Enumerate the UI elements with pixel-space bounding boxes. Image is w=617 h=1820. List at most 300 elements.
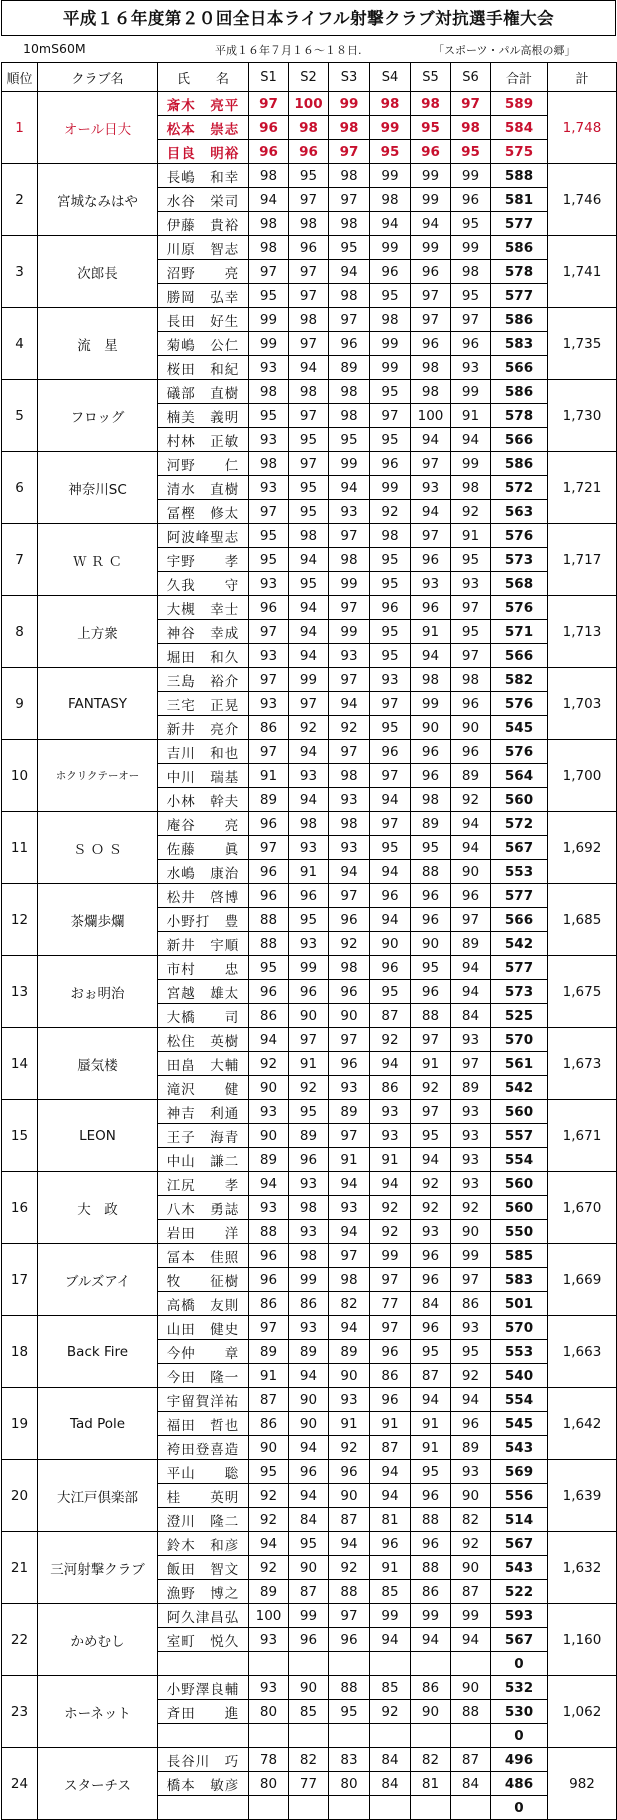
series-score-cell: 97	[289, 1028, 329, 1052]
series-score-cell: 89	[451, 764, 491, 788]
club-name-cell: 次郎長	[38, 236, 158, 308]
club-name-cell: スターチス	[38, 1748, 158, 1820]
series-score-cell: 98	[289, 524, 329, 548]
series-score-cell: 91	[289, 1052, 329, 1076]
series-score-cell: 89	[249, 1340, 289, 1364]
series-score-cell: 84	[451, 1004, 491, 1028]
shooter-total-cell: 593	[491, 1604, 548, 1628]
shooter-total-cell: 564	[491, 764, 548, 788]
series-score-cell: 98	[289, 308, 329, 332]
rank-cell: 10	[2, 740, 38, 812]
shooter-name-cell: 松住 英樹	[158, 1028, 249, 1052]
shooter-name-cell	[158, 1796, 249, 1820]
series-score-cell: 96	[249, 980, 289, 1004]
series-score-cell: 96	[249, 116, 289, 140]
series-score-cell: 95	[289, 572, 329, 596]
shooter-name-cell: 松本 崇志	[158, 116, 249, 140]
series-score-cell: 84	[370, 1772, 411, 1796]
series-score-cell: 98	[370, 188, 411, 212]
series-score-cell: 97	[249, 92, 289, 116]
series-score-cell: 93	[411, 476, 451, 500]
shooter-total-cell: 545	[491, 1412, 548, 1436]
event-meta	[1, 36, 616, 62]
shooter-name-cell: 八木 勇誌	[158, 1196, 249, 1220]
series-score-cell: 96	[370, 1340, 411, 1364]
series-score-cell: 94	[329, 1172, 370, 1196]
column-header: S4	[370, 63, 411, 92]
series-score-cell	[451, 1796, 491, 1820]
series-score-cell	[411, 1652, 451, 1676]
series-score-cell: 98	[329, 812, 370, 836]
series-score-cell: 89	[451, 932, 491, 956]
series-score-cell: 93	[451, 1460, 491, 1484]
series-score-cell: 99	[451, 452, 491, 476]
team-total-cell: 1,703	[548, 668, 617, 740]
team-total-cell: 1,675	[548, 956, 617, 1028]
series-score-cell: 91	[249, 764, 289, 788]
series-score-cell: 97	[289, 284, 329, 308]
club-name-cell: 流 星	[38, 308, 158, 380]
series-score-cell	[411, 1796, 451, 1820]
series-score-cell: 98	[329, 164, 370, 188]
series-score-cell: 100	[289, 92, 329, 116]
shooter-name-cell: 桂 英明	[158, 1484, 249, 1508]
shooter-name-cell: 新井 宇順	[158, 932, 249, 956]
team-total-cell: 1,735	[548, 308, 617, 380]
shooter-total-cell: 566	[491, 428, 548, 452]
series-score-cell: 95	[289, 428, 329, 452]
series-score-cell: 99	[249, 308, 289, 332]
shooter-name-cell: 室町 悦久	[158, 1628, 249, 1652]
series-score-cell: 93	[370, 668, 411, 692]
series-score-cell: 97	[329, 1244, 370, 1268]
series-score-cell: 94	[289, 596, 329, 620]
shooter-total-cell: 566	[491, 644, 548, 668]
series-score-cell: 97	[289, 332, 329, 356]
column-header: S5	[411, 63, 451, 92]
series-score-cell: 89	[249, 1148, 289, 1172]
club-name-cell: Ｓ Ｏ Ｓ	[38, 812, 158, 884]
series-score-cell: 94	[370, 788, 411, 812]
series-score-cell: 82	[411, 1748, 451, 1772]
club-name-cell: ホクリクテーオー	[38, 740, 158, 812]
shooter-total-cell: 556	[491, 1484, 548, 1508]
table-row	[2, 884, 617, 908]
shooter-total-cell: 578	[491, 260, 548, 284]
shooter-total-cell: 0	[491, 1796, 548, 1820]
shooter-name-cell: 伊藤 貴裕	[158, 212, 249, 236]
series-score-cell: 99	[370, 1244, 411, 1268]
series-score-cell: 93	[451, 1316, 491, 1340]
shooter-name-cell: 河野 仁	[158, 452, 249, 476]
rank-cell: 18	[2, 1316, 38, 1388]
table-row	[2, 1388, 617, 1412]
series-score-cell: 85	[370, 1676, 411, 1700]
series-score-cell: 96	[329, 1052, 370, 1076]
shooter-total-cell: 557	[491, 1124, 548, 1148]
shooter-name-cell: 菊嶋 公仁	[158, 332, 249, 356]
series-score-cell: 96	[370, 884, 411, 908]
series-score-cell: 90	[411, 932, 451, 956]
shooter-name-cell: 市村 忠	[158, 956, 249, 980]
shooter-total-cell: 540	[491, 1364, 548, 1388]
series-score-cell: 84	[370, 1748, 411, 1772]
series-score-cell: 85	[289, 1700, 329, 1724]
shooter-total-cell: 566	[491, 356, 548, 380]
series-score-cell: 94	[411, 500, 451, 524]
series-score-cell: 93	[329, 1196, 370, 1220]
series-score-cell: 94	[329, 860, 370, 884]
series-score-cell: 93	[329, 836, 370, 860]
table-row	[2, 956, 617, 980]
shooter-name-cell: 今田 隆一	[158, 1364, 249, 1388]
shooter-total-cell: 543	[491, 1436, 548, 1460]
series-score-cell: 99	[411, 164, 451, 188]
series-score-cell: 95	[370, 620, 411, 644]
series-score-cell: 95	[289, 1100, 329, 1124]
shooter-total-cell: 550	[491, 1220, 548, 1244]
shooter-total-cell: 585	[491, 1244, 548, 1268]
series-score-cell: 89	[249, 788, 289, 812]
team-total-cell: 1,062	[548, 1676, 617, 1748]
shooter-name-cell: 新井 亮介	[158, 716, 249, 740]
series-score-cell: 88	[329, 1580, 370, 1604]
series-score-cell: 93	[249, 428, 289, 452]
series-score-cell: 95	[249, 404, 289, 428]
series-score-cell: 94	[289, 1364, 329, 1388]
series-score-cell: 94	[370, 1460, 411, 1484]
shooter-name-cell: 阿波峰聖志	[158, 524, 249, 548]
series-score-cell: 87	[249, 1388, 289, 1412]
series-score-cell: 90	[289, 1004, 329, 1028]
series-score-cell: 91	[370, 1148, 411, 1172]
series-score-cell: 89	[451, 1436, 491, 1460]
series-score-cell: 99	[411, 188, 451, 212]
shooter-name-cell: 小野澤良輔	[158, 1676, 249, 1700]
series-score-cell: 96	[411, 1268, 451, 1292]
shooter-name-cell	[158, 1652, 249, 1676]
series-score-cell: 91	[411, 1412, 451, 1436]
series-score-cell: 96	[451, 740, 491, 764]
series-score-cell: 96	[411, 1316, 451, 1340]
series-score-cell: 94	[451, 428, 491, 452]
series-score-cell: 88	[411, 1508, 451, 1532]
series-score-cell: 98	[289, 380, 329, 404]
series-score-cell: 92	[451, 788, 491, 812]
series-score-cell: 92	[451, 1364, 491, 1388]
column-header: クラブ名	[38, 63, 158, 92]
series-score-cell	[451, 1724, 491, 1748]
series-score-cell: 99	[329, 92, 370, 116]
shooter-total-cell: 567	[491, 836, 548, 860]
series-score-cell: 89	[289, 1340, 329, 1364]
club-name-cell: ホーネット	[38, 1676, 158, 1748]
series-score-cell: 81	[370, 1508, 411, 1532]
series-score-cell: 92	[329, 1556, 370, 1580]
series-score-cell: 97	[370, 404, 411, 428]
series-score-cell: 96	[451, 692, 491, 716]
shooter-name-cell: 沼野 亮	[158, 260, 249, 284]
series-score-cell: 97	[451, 908, 491, 932]
shooter-total-cell: 567	[491, 1628, 548, 1652]
series-score-cell: 95	[370, 644, 411, 668]
series-score-cell: 89	[329, 356, 370, 380]
rank-cell: 11	[2, 812, 38, 884]
series-score-cell: 97	[451, 1052, 491, 1076]
shooter-name-cell: 神谷 幸成	[158, 620, 249, 644]
shooter-total-cell: 554	[491, 1148, 548, 1172]
table-row	[2, 1316, 617, 1340]
series-score-cell: 77	[370, 1292, 411, 1316]
series-score-cell: 83	[329, 1748, 370, 1772]
series-score-cell: 94	[329, 692, 370, 716]
series-score-cell: 96	[411, 884, 451, 908]
series-score-cell	[329, 1796, 370, 1820]
series-score-cell: 95	[370, 284, 411, 308]
series-score-cell: 89	[451, 1076, 491, 1100]
series-score-cell: 97	[329, 668, 370, 692]
series-score-cell: 98	[329, 380, 370, 404]
series-score-cell: 92	[411, 1172, 451, 1196]
series-score-cell: 98	[289, 1244, 329, 1268]
club-name-cell: Ｗ Ｒ Ｃ	[38, 524, 158, 596]
shooter-name-cell: 長嶋 和幸	[158, 164, 249, 188]
table-body	[2, 92, 617, 1820]
series-score-cell: 96	[249, 596, 289, 620]
series-score-cell	[411, 1724, 451, 1748]
series-score-cell: 97	[249, 740, 289, 764]
shooter-total-cell: 584	[491, 116, 548, 140]
shooter-name-cell: 袴田登喜造	[158, 1436, 249, 1460]
team-total-cell: 1,632	[548, 1532, 617, 1604]
series-score-cell: 96	[289, 1460, 329, 1484]
table-row	[2, 1028, 617, 1052]
shooter-name-cell: 宇野 孝	[158, 548, 249, 572]
shooter-total-cell: 583	[491, 1268, 548, 1292]
series-score-cell: 96	[370, 260, 411, 284]
series-score-cell: 98	[411, 356, 451, 380]
series-score-cell	[451, 1652, 491, 1676]
series-score-cell: 95	[451, 1340, 491, 1364]
shooter-total-cell: 573	[491, 980, 548, 1004]
series-score-cell: 80	[249, 1700, 289, 1724]
series-score-cell: 97	[451, 644, 491, 668]
series-score-cell: 99	[451, 1244, 491, 1268]
series-score-cell: 99	[289, 668, 329, 692]
series-score-cell: 86	[249, 1004, 289, 1028]
series-score-cell: 97	[411, 1100, 451, 1124]
shooter-name-cell: 田畠 大輔	[158, 1052, 249, 1076]
series-score-cell: 91	[249, 1364, 289, 1388]
series-score-cell: 93	[249, 476, 289, 500]
team-total-cell: 1,685	[548, 884, 617, 956]
series-score-cell: 99	[329, 572, 370, 596]
series-score-cell	[370, 1652, 411, 1676]
shooter-total-cell: 573	[491, 548, 548, 572]
series-score-cell: 96	[411, 1532, 451, 1556]
series-score-cell: 98	[451, 260, 491, 284]
series-score-cell: 92	[289, 1076, 329, 1100]
shooter-name-cell: 目良 明裕	[158, 140, 249, 164]
shooter-total-cell: 583	[491, 332, 548, 356]
shooter-name-cell: 牧 征樹	[158, 1268, 249, 1292]
shooter-total-cell: 586	[491, 380, 548, 404]
series-score-cell: 98	[370, 524, 411, 548]
series-score-cell: 90	[451, 716, 491, 740]
column-header: 順位	[2, 63, 38, 92]
rank-cell: 14	[2, 1028, 38, 1100]
series-score-cell: 94	[370, 1484, 411, 1508]
series-score-cell: 85	[370, 1580, 411, 1604]
series-score-cell: 99	[451, 380, 491, 404]
series-score-cell: 98	[289, 812, 329, 836]
team-total-cell: 1,671	[548, 1100, 617, 1172]
shooter-total-cell: 530	[491, 1700, 548, 1724]
shooter-name-cell: 中川 瑞基	[158, 764, 249, 788]
series-score-cell: 94	[411, 1388, 451, 1412]
series-score-cell: 99	[370, 1604, 411, 1628]
series-score-cell: 99	[370, 356, 411, 380]
series-score-cell: 93	[370, 1124, 411, 1148]
series-score-cell: 98	[411, 788, 451, 812]
series-score-cell: 97	[329, 1124, 370, 1148]
series-score-cell: 80	[249, 1772, 289, 1796]
table-row	[2, 1172, 617, 1196]
series-score-cell: 90	[289, 1412, 329, 1436]
series-score-cell: 97	[370, 812, 411, 836]
shooter-total-cell: 576	[491, 692, 548, 716]
shooter-total-cell: 589	[491, 92, 548, 116]
series-score-cell: 86	[249, 1412, 289, 1436]
series-score-cell: 94	[370, 860, 411, 884]
shooter-total-cell: 582	[491, 668, 548, 692]
shooter-name-cell: 斎木 亮平	[158, 92, 249, 116]
series-score-cell	[249, 1724, 289, 1748]
rank-cell: 21	[2, 1532, 38, 1604]
series-score-cell: 99	[370, 476, 411, 500]
shooter-total-cell: 0	[491, 1724, 548, 1748]
series-score-cell: 98	[451, 476, 491, 500]
series-score-cell: 97	[329, 188, 370, 212]
series-score-cell: 89	[329, 1100, 370, 1124]
club-name-cell: 三河射撃クラブ	[38, 1532, 158, 1604]
team-total-cell: 1,713	[548, 596, 617, 668]
series-score-cell: 87	[451, 1748, 491, 1772]
shooter-name-cell: 大橋 司	[158, 1004, 249, 1028]
column-header: 合計	[491, 63, 548, 92]
shooter-total-cell: 543	[491, 1556, 548, 1580]
series-score-cell: 93	[451, 1100, 491, 1124]
series-score-cell: 98	[329, 284, 370, 308]
series-score-cell: 99	[451, 1604, 491, 1628]
column-header: 計	[548, 63, 617, 92]
series-score-cell: 93	[289, 932, 329, 956]
series-score-cell: 93	[289, 764, 329, 788]
series-score-cell: 96	[451, 188, 491, 212]
shooter-total-cell: 570	[491, 1028, 548, 1052]
shooter-total-cell: 586	[491, 236, 548, 260]
series-score-cell: 96	[411, 980, 451, 1004]
series-score-cell: 94	[370, 212, 411, 236]
series-score-cell: 97	[451, 92, 491, 116]
series-score-cell: 95	[370, 836, 411, 860]
series-score-cell: 96	[249, 812, 289, 836]
shooter-name-cell	[158, 1724, 249, 1748]
series-score-cell: 98	[451, 116, 491, 140]
shooter-name-cell: 澄川 隆二	[158, 1508, 249, 1532]
series-score-cell: 93	[451, 1028, 491, 1052]
series-score-cell: 97	[249, 620, 289, 644]
series-score-cell: 93	[451, 1148, 491, 1172]
series-score-cell	[289, 1724, 329, 1748]
series-score-cell: 98	[329, 212, 370, 236]
series-score-cell: 95	[411, 1124, 451, 1148]
series-score-cell: 96	[289, 1148, 329, 1172]
series-score-cell: 95	[451, 140, 491, 164]
event-date: 平成１６年７月１６～１８日.	[215, 44, 362, 57]
series-score-cell: 93	[289, 1220, 329, 1244]
series-score-cell: 96	[329, 332, 370, 356]
shooter-total-cell: 522	[491, 1580, 548, 1604]
team-total-cell: 1,746	[548, 164, 617, 236]
shooter-total-cell: 560	[491, 1196, 548, 1220]
series-score-cell: 92	[411, 1196, 451, 1220]
series-score-cell: 99	[370, 332, 411, 356]
series-score-cell: 90	[289, 1388, 329, 1412]
series-score-cell: 90	[289, 1676, 329, 1700]
series-score-cell: 95	[329, 236, 370, 260]
series-score-cell: 96	[451, 1412, 491, 1436]
shooter-total-cell: 588	[491, 164, 548, 188]
series-score-cell: 93	[451, 356, 491, 380]
series-score-cell	[370, 1724, 411, 1748]
shooter-name-cell: 村林 正敏	[158, 428, 249, 452]
series-score-cell: 92	[329, 932, 370, 956]
shooter-total-cell: 545	[491, 716, 548, 740]
shooter-total-cell: 560	[491, 1172, 548, 1196]
shooter-total-cell: 532	[491, 1676, 548, 1700]
series-score-cell: 93	[289, 1172, 329, 1196]
table-row	[2, 1676, 617, 1700]
series-score-cell: 86	[289, 1292, 329, 1316]
series-score-cell: 87	[451, 1580, 491, 1604]
series-score-cell: 94	[289, 644, 329, 668]
team-total-cell: 1,741	[548, 236, 617, 308]
series-score-cell: 96	[411, 596, 451, 620]
series-score-cell: 95	[249, 284, 289, 308]
series-score-cell: 99	[370, 164, 411, 188]
table-row	[2, 380, 617, 404]
series-score-cell: 95	[411, 836, 451, 860]
rank-cell: 9	[2, 668, 38, 740]
club-name-cell: FANTASY	[38, 668, 158, 740]
shooter-name-cell: 水嶋 康治	[158, 860, 249, 884]
series-score-cell: 86	[451, 1292, 491, 1316]
series-score-cell	[289, 1652, 329, 1676]
series-score-cell: 90	[249, 1436, 289, 1460]
series-score-cell: 99	[289, 1268, 329, 1292]
series-score-cell: 97	[370, 764, 411, 788]
shooter-name-cell: 宇留賀洋祐	[158, 1388, 249, 1412]
series-score-cell: 99	[411, 1604, 451, 1628]
series-score-cell: 88	[411, 1004, 451, 1028]
club-name-cell: 蜃気楼	[38, 1028, 158, 1100]
rank-cell: 24	[2, 1748, 38, 1820]
team-total-cell: 1,748	[548, 92, 617, 164]
rank-cell: 5	[2, 380, 38, 452]
club-name-cell: Back Fire	[38, 1316, 158, 1388]
rank-cell: 15	[2, 1100, 38, 1172]
